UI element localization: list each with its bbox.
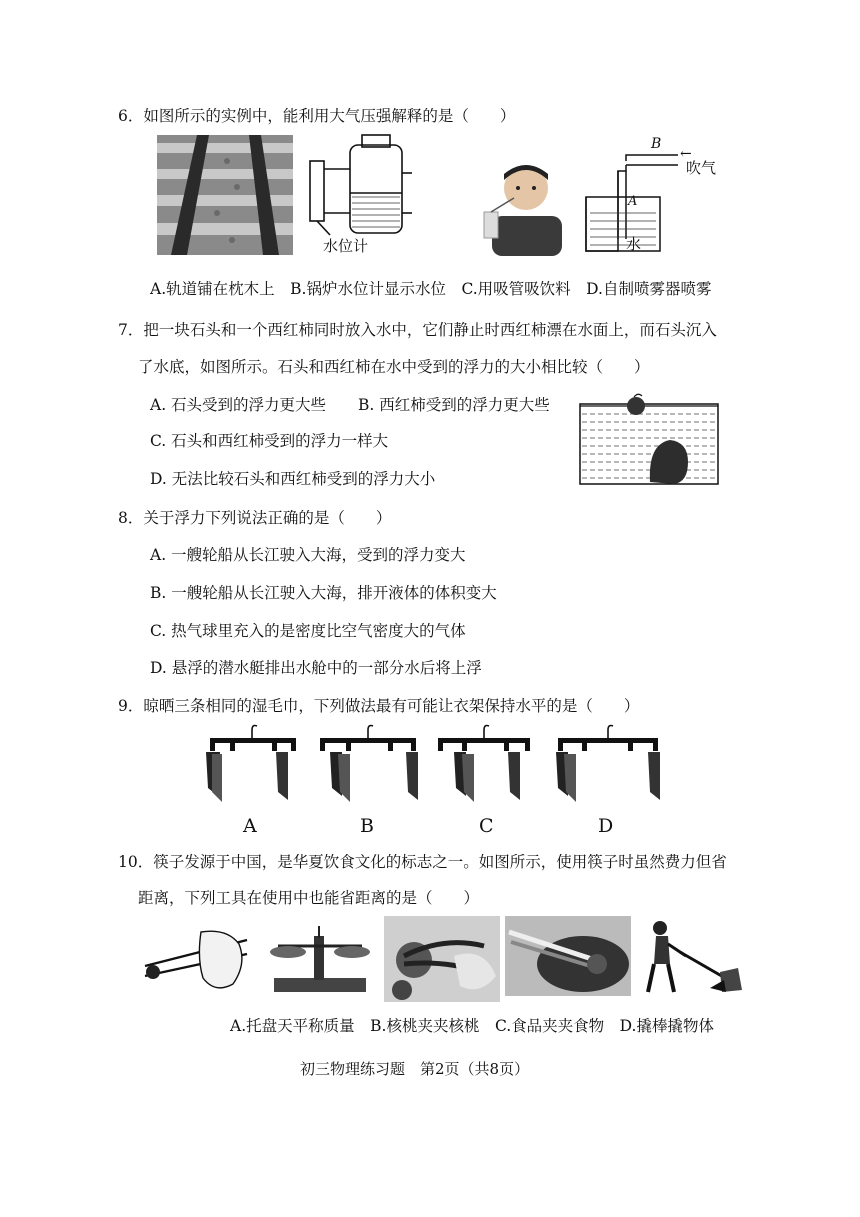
q8-stem: 8．关于浮力下列说法正确的是（ ）	[118, 509, 392, 527]
sprayer-arrow: ←	[680, 146, 692, 162]
q8-opt-a: A. 一艘轮船从长江驶入大海，受到的浮力变大	[150, 546, 466, 564]
sprayer-label-water: 水	[626, 235, 642, 253]
page-footer: 初三物理练习题 第2页（共8页）	[300, 1060, 530, 1078]
hanger-option-c	[432, 722, 536, 808]
q8-opt-b: B. 一艘轮船从长江驶入大海，排开液体的体积变大	[150, 584, 497, 602]
water-gauge-label: 水位计	[323, 237, 369, 255]
hanger-label-b: B	[360, 815, 374, 837]
q7-opt-b: B. 西红柿受到的浮力更大些	[358, 396, 550, 414]
boy-straw-photo	[478, 160, 564, 256]
hanger-option-b	[316, 722, 420, 808]
q7-stem-1: 7．把一块石头和一个西红柿同时放入水中，它们静止时西红柿漂在水面上，而石头沉入	[118, 321, 717, 339]
q6-options: A.轨道铺在枕木上 B.锅炉水位计显示水位 C.用吸管吸饮料 D.自制喷雾器喷雾	[150, 280, 712, 298]
balance-scale-photo	[268, 922, 372, 996]
q7-opt-a: A. 石头受到的浮力更大些	[150, 396, 327, 414]
chopsticks-hand-figure	[143, 928, 249, 1000]
q8-opt-c: C. 热气球里充入的是密度比空气密度大的气体	[150, 622, 466, 640]
q9-stem: 9．晾晒三条相同的湿毛巾，下列做法最有可能让衣架保持水平的是（ ）	[118, 697, 640, 715]
q6-stem: 6．如图所示的实例中，能利用大气压强解释的是（ ）	[118, 107, 516, 125]
stone-tomato-tank	[578, 392, 720, 486]
q8-opt-d: D. 悬浮的潜水艇排出水舱中的一部分水后将上浮	[150, 659, 482, 677]
sprayer-label-blow: 吹气	[686, 159, 717, 177]
hanger-option-a	[200, 722, 304, 808]
q10-options: A.托盘天平称质量 B.核桃夹夹核桃 C.食品夹夹食物 D.撬棒撬物体	[230, 1017, 714, 1035]
hanger-label-c: C	[479, 815, 494, 837]
hanger-label-a: A	[243, 815, 257, 837]
q7-stem-2: 了水底，如图所示。石头和西红柿在水中受到的浮力的大小相比较（ ）	[138, 358, 650, 376]
hanger-label-d: D	[598, 815, 614, 837]
food-tongs-photo	[505, 916, 631, 996]
q7-opt-c: C. 石头和西红柿受到的浮力一样大	[150, 432, 389, 450]
q7-opt-d: D. 无法比较石头和西红柿受到的浮力大小	[150, 470, 436, 488]
crowbar-worker-figure	[640, 918, 744, 998]
sprayer-label-a: A	[628, 194, 638, 209]
q10-stem-1: 10．筷子发源于中国，是华夏饮食文化的标志之一。如图所示，使用筷子时虽然费力但省	[118, 853, 727, 871]
rail-track-photo	[157, 135, 293, 255]
sprayer-label-b: B	[651, 136, 662, 152]
hanger-option-d	[552, 722, 664, 808]
q10-stem-2: 距离，下列工具在使用中也能省距离的是（ ）	[138, 889, 480, 907]
nutcracker-photo	[384, 916, 500, 1002]
